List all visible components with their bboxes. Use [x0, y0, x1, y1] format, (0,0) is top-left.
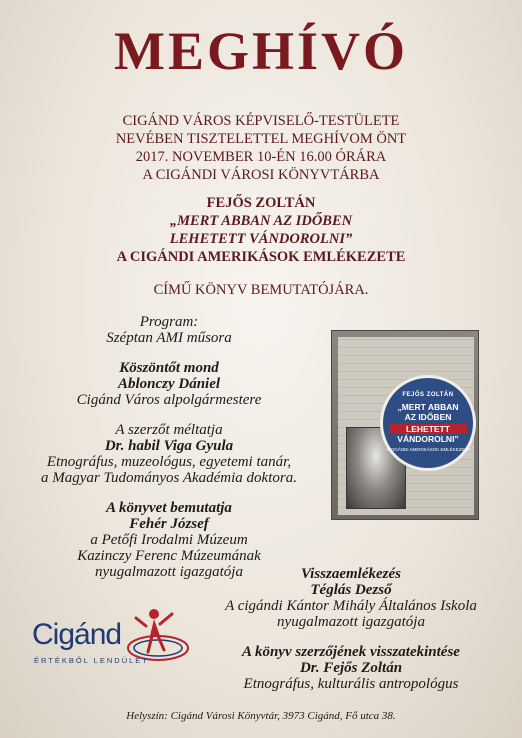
cover-title-line: LEHETETT: [389, 424, 467, 434]
cover-title-line: VÁNDOROLNI”: [397, 434, 459, 444]
welcome-role: Cigánd Város alpolgármestere: [76, 392, 262, 408]
cigand-logo: [24, 602, 192, 672]
praise-role: Etnográfus, muzeológus, egyetemi tanár,: [46, 454, 292, 470]
book-author: FEJŐS ZOLTÁN: [206, 195, 316, 211]
cover-title-line: AZ IDŐBEN: [404, 412, 452, 422]
present-role: nyugalmazott igazgatója: [95, 564, 243, 580]
cover-title: [383, 402, 473, 444]
author-look-heading: A könyv szerzőjének visszatekintése: [242, 644, 460, 660]
program-right: [180, 566, 522, 692]
present-role: a Petőfi Irodalmi Múzeum: [90, 532, 248, 548]
program-heading: Program:: [139, 314, 199, 330]
logo-wordmark: Cigánd: [32, 618, 122, 651]
logo-tagline: ÉRTÉKBŐL LENDÜLET: [34, 656, 149, 665]
page-title: MEGHÍVÓ: [113, 21, 408, 81]
memoir-name: Téglás Dezső: [310, 582, 392, 598]
present-heading: A könyvet bemutatja: [106, 500, 232, 516]
memoir-heading: Visszaemlékezés: [301, 566, 401, 582]
welcome-heading: Köszöntőt mond: [119, 360, 219, 376]
welcome-block: [0, 360, 338, 408]
program-left: [0, 314, 338, 580]
author-look-block: [180, 644, 522, 692]
intro-line: A CIGÁNDI VÁROSI KÖNYVTÁRBA: [142, 167, 380, 183]
program-line: Széptan AMI műsora: [106, 330, 232, 346]
intro-line: 2017. NOVEMBER 10-ÉN 16.00 ÓRÁRA: [135, 149, 387, 165]
praise-name: Dr. habil Viga Gyula: [104, 438, 234, 454]
book-title-line: „MERT ABBAN AZ IDŐBEN: [169, 213, 353, 229]
praise-role: a Magyar Tudományos Akadémia doktora.: [41, 470, 297, 486]
program-block: [0, 314, 338, 346]
venue-footer: Helyszín: Cigánd Városi Könyvtár, 3973 Cigánd, Fő utca 38.: [126, 710, 396, 722]
memoir-block: [180, 566, 522, 630]
cover-title-badge: [380, 375, 476, 471]
welcome-name: Ablonczy Dániel: [117, 376, 221, 392]
praise-heading: A szerzőt méltatja: [115, 422, 223, 438]
occasion-text: CÍMŰ KÖNYV BEMUTATÓJÁRA.: [153, 282, 369, 298]
book-title-line: LEHETETT VÁNDOROLNI”: [169, 231, 353, 247]
author-look-name: Dr. Fejős Zoltán: [299, 660, 403, 676]
present-name: Fehér József: [129, 516, 209, 532]
invitation-intro: [0, 112, 522, 184]
book-cover-image: [331, 330, 479, 520]
intro-line: NEVÉBEN TISZTELETTEL MEGHÍVOM ÖNT: [115, 131, 407, 147]
author-look-role: Etnográfus, kulturális antropológus: [243, 676, 459, 692]
memoir-role: A cigándi Kántor Mihály Általános Iskola: [225, 598, 477, 614]
cover-author: FEJŐS ZOLTÁN: [402, 392, 454, 398]
intro-line: CIGÁND VÁROS KÉPVISELŐ-TESTÜLETE: [122, 113, 400, 129]
book-subtitle: A CIGÁNDI AMERIKÁSOK EMLÉKEZETE: [116, 249, 406, 265]
cover-title-line: „MERT ABBAN: [397, 402, 459, 412]
praise-block: [0, 422, 338, 486]
memoir-role: nyugalmazott igazgatója: [277, 614, 425, 630]
book-info: [0, 194, 522, 266]
present-role: Kazinczy Ferenc Múzeumának: [77, 548, 261, 564]
cover-subtitle: A CIGÁNDI AMERIKÁSOK EMLÉKEZETE: [385, 447, 471, 452]
